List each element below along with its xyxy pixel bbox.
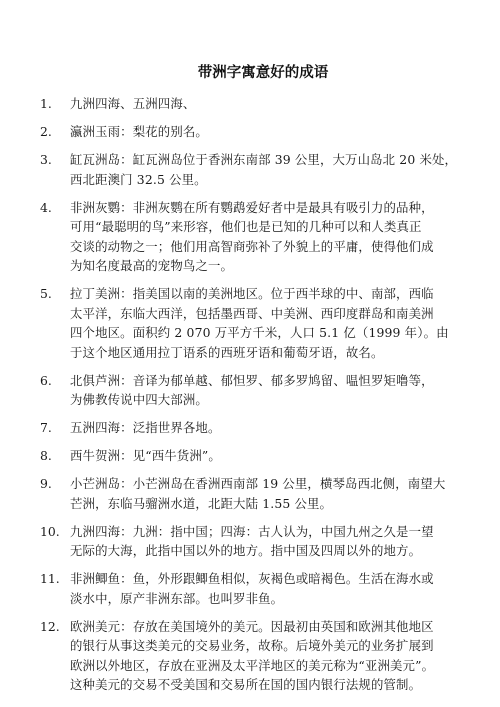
item-number: 3. <box>40 152 52 167</box>
item-text: 缸瓦洲岛：缸瓦洲岛位于香洲东南部 39 公里，大万山岛北 20 米处， 西北距澳门 32.5 公里。 <box>70 152 458 187</box>
list-item <box>40 94 478 114</box>
list-item <box>40 150 478 189</box>
list-item <box>40 418 478 438</box>
item-number: 4. <box>40 199 52 215</box>
item-text: 欧洲美元：存放在美国境外的美元。因最初由英国和欧洲其他地区 的银行从事这类美元的交易业务，故称。后境外美元的业务扩展到 欧洲以外地区，存放在亚洲及太平洋地区的美元称为“亚洲美元”。 这种美元的交易不受美国和交易所在国的国内银行法规的管制。 <box>70 618 435 692</box>
list-item <box>40 569 478 608</box>
item-number: 11. <box>40 571 60 586</box>
item-text: 北俱芦洲：音译为郁单越、郁怛罗、郁多罗鸠留、嗢怛罗矩噜等， 为佛教传说中四大部洲。 <box>70 372 434 407</box>
item-number: 7. <box>40 420 52 435</box>
list-item <box>40 122 478 142</box>
item-text: 非洲鲫鱼：鱼，外形跟鲫鱼相似，灰褐色或暗褐色。生活在海水或 淡水中，原产非洲东部。也叫罗非鱼。 <box>70 571 434 606</box>
item-number: 5. <box>40 286 52 301</box>
item-number: 10. <box>40 523 60 539</box>
item-text: 五洲四海：泛指世界各地。 <box>70 420 221 435</box>
item-text: 小芒洲岛：小芒洲岛在香洲西南部 19 公里，横琴岛西北侧，南望大 芒洲，东临马骝洲水道，北距大陆 1.55 公里。 <box>70 476 446 511</box>
list-item <box>40 284 478 362</box>
list-item <box>40 371 478 410</box>
page-title: 带洲字寓意好的成语 <box>197 65 329 81</box>
item-number: 9. <box>40 476 52 491</box>
item-number: 6. <box>40 372 52 388</box>
list-item <box>40 617 478 695</box>
item-text: 西牛贺洲：见“西牛货洲”。 <box>70 448 221 463</box>
item-text: 九洲四海、五洲四海、 <box>70 96 196 111</box>
item-number: 1. <box>40 96 52 111</box>
list-item <box>40 446 478 466</box>
item-text: 非洲灰鹦：非洲灰鹦在所有鹦鹉爱好者中是最具有吸引力的品种， 可用“最聪明的鸟”来形容，他们也是已知的几种可以和人类真正 交谈的动物之一；他们用高智商弥补了外貌上的平庸，使得他们成 为知名度最高的宠物鸟之一。 <box>70 199 434 273</box>
list-item <box>40 198 478 276</box>
item-text: 拉丁美洲：指美国以南的美洲地区。位于西半球的中、南部，西临 太平洋，东临大西洋，包括墨西哥、中美洲、西印度群岛和南美洲 四个地区。面积约 2 070 万平方千米，人口 5.1 亿（1999 年）。由 于这个地区通用拉丁语系的西班牙语和葡萄牙语，故名。 <box>70 286 449 360</box>
item-number: 2. <box>40 124 52 139</box>
item-text: 九洲四海：九洲：指中国；四海：古人认为，中国九州之久是一望 无际的大海，此指中国以外的地方。指中国及四周以外的地方。 <box>70 523 434 558</box>
item-number: 12. <box>40 618 60 634</box>
idiom-list <box>40 94 478 695</box>
item-text: 瀛洲玉雨：梨花的别名。 <box>70 124 208 139</box>
item-number: 8. <box>40 448 52 463</box>
list-item <box>40 474 478 513</box>
list-item <box>40 522 478 561</box>
